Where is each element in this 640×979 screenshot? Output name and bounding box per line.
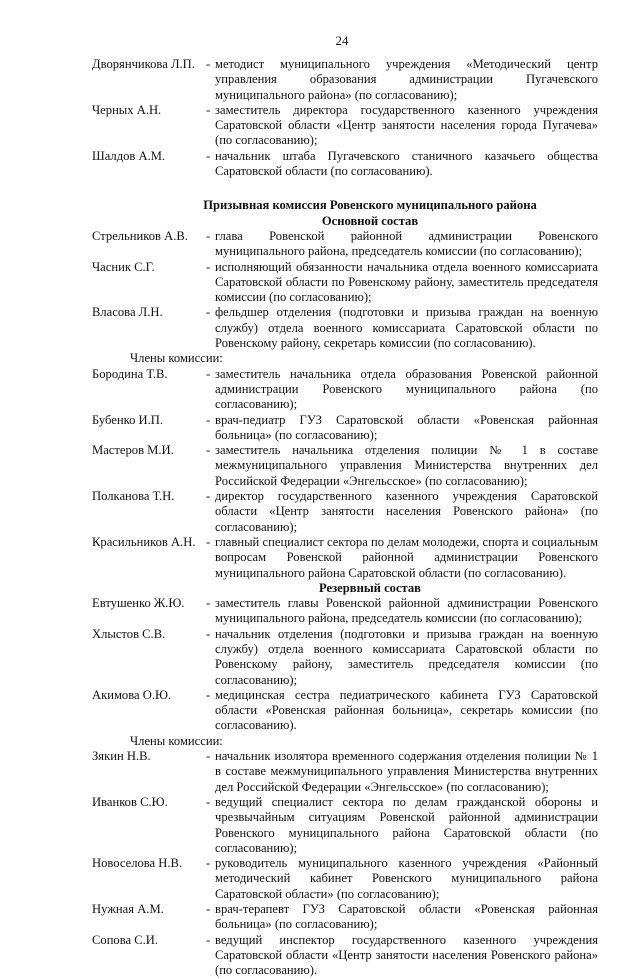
member-position: - врач-терапевт ГУЗ Саратовской области «Ровенская районная больница» (по согласованию); [204, 902, 598, 933]
member-entry [92, 688, 598, 734]
member-entry [92, 902, 598, 933]
member-entry [92, 229, 598, 260]
member-name: Часник С.Г. [92, 259, 155, 274]
document-body [92, 57, 598, 979]
member-entry [92, 933, 598, 979]
member-name: Дворянчикова Л.П. [92, 57, 195, 71]
member-entry [92, 535, 598, 581]
member-entry [92, 627, 598, 688]
member-name: Зякин Н.В. [92, 749, 151, 764]
members-label: Члены комиссии: [130, 351, 223, 366]
member-name: Нужная А.М. [92, 902, 164, 917]
member-position: - начальник отделения (подготовки и призыва граждан на военную службу) отдела военного комиссариата Саратовской области по Ровенскому району, заместитель председателя комиссии (по согласованию); [204, 627, 598, 688]
member-entry [92, 260, 598, 306]
member-position: - глава Ровенской районной администрации Ровенского муниципального района, председатель комиссии (по согласованию); [204, 229, 598, 260]
member-entry [92, 443, 598, 489]
member-position: - методист муниципального учреждения «Методический центр управления образования администрации Пугачевского муниципального района» (по согласованию); [204, 57, 598, 103]
member-entry [92, 149, 598, 180]
member-position: - врач-педиатр ГУЗ Саратовской области «Ровенская районная больница» (по согласованию); [204, 413, 598, 444]
member-entry [92, 305, 598, 351]
member-position: - фельдшер отделения (подготовки и призыва граждан на военную службу) отдела военного комиссариата Саратовской области по Ровенскому району, секретарь комиссии (по согласованию). [204, 305, 598, 351]
member-entry [92, 795, 598, 856]
member-position: - руководитель муниципального казенного учреждения «Районный методический кабинет Ровенского муниципального района Саратовской области» (по согласованию); [204, 856, 598, 902]
member-position: - заместитель директора государственного казенного учреждения Саратовской области «Центр занятости населения города Пугачева» (по согласованию); [204, 103, 598, 149]
member-position: - медицинская сестра педиатрического кабинета ГУЗ Саратовской области «Ровенская районная больница», секретарь комиссии (по согласованию). [204, 688, 598, 734]
section-heading: Основной состав [321, 213, 419, 228]
section-heading: Призывная комиссия Ровенского муниципального района [203, 198, 537, 213]
member-position: - ведущий специалист сектора по делам гражданской обороны и чрезвычайным ситуациям Ровенской районной администрации Ровенского муниципального района Саратовской области (по согласованию); [204, 795, 598, 856]
member-position: - начальник изолятора временного содержания отделения полиции № 1 в составе межмуниципального управления Министерства внутренних дел Российской Федерации «Энгельсское» (по согласованию); [204, 749, 598, 795]
member-name: Власова Л.Н. [92, 305, 163, 320]
member-entry [92, 596, 598, 627]
member-name: Полканова Т.Н. [92, 489, 175, 504]
member-entry [92, 57, 598, 103]
member-name: Сопова С.И. [92, 932, 159, 947]
member-name: Черных А.Н. [92, 102, 162, 117]
members-label: Члены комиссии: [130, 733, 223, 748]
member-position: - исполняющий обязанности начальника отдела военного комиссариата Саратовской области по Ровенскому району, заместитель председателя комиссии (по согласованию); [204, 260, 598, 306]
member-name: Бородина Т.В. [92, 366, 168, 381]
member-position: - заместитель главы Ровенской районной администрации Ровенского муниципального района, председатель комиссии (по согласованию); [204, 596, 598, 627]
member-name: Иванков С.Ю. [92, 794, 168, 809]
member-position: - директор государственного казенного учреждения Саратовской области «Центр занятости населения Ровенского района» (по согласованию); [204, 489, 598, 535]
member-position: - ведущий инспектор государственного казенного учреждения Саратовской области «Центр занятости населения Ровенского района» (по согласованию). [204, 933, 598, 979]
member-position: - заместитель начальника отдела образования Ровенской районной администрации Ровенского муниципального района (по согласованию); [204, 367, 598, 413]
member-entry [92, 367, 598, 413]
member-position: - начальник штаба Пугачевского станичного казачьего общества Саратовской области (по согласованию). [204, 149, 598, 180]
member-entry [92, 489, 598, 535]
member-entry [92, 103, 598, 149]
member-position: - заместитель начальника отделения полиции № 1 в составе межмуниципального управления Министерства внутренних дел Российской Федерации «Энгельсское» (по согласованию); [204, 443, 598, 489]
member-entry [92, 749, 598, 795]
member-name: Шалдов А.М. [92, 148, 166, 163]
member-entry [92, 856, 598, 902]
member-name: Стрельников А.В. [92, 228, 188, 243]
member-name: Мастеров М.И. [92, 443, 174, 458]
member-name: Бубенко И.П. [92, 412, 164, 427]
member-name: Евтушенко Ж.Ю. [92, 596, 185, 611]
member-name: Акимова О.Ю. [92, 687, 172, 702]
member-position: - главный специалист сектора по делам молодежи, спорта и социальным вопросам Ровенской районной администрации Ровенского муниципального района Саратовской области (по согласованию). [204, 535, 598, 581]
member-entry [92, 413, 598, 444]
section-heading: Резервный состав [319, 580, 421, 595]
member-name: Новоселова Н.В. [92, 856, 183, 871]
member-name: Хлыстов С.В. [92, 626, 166, 641]
page-number: 24 [335, 33, 349, 48]
member-name: Красильников А.Н. [92, 534, 196, 549]
